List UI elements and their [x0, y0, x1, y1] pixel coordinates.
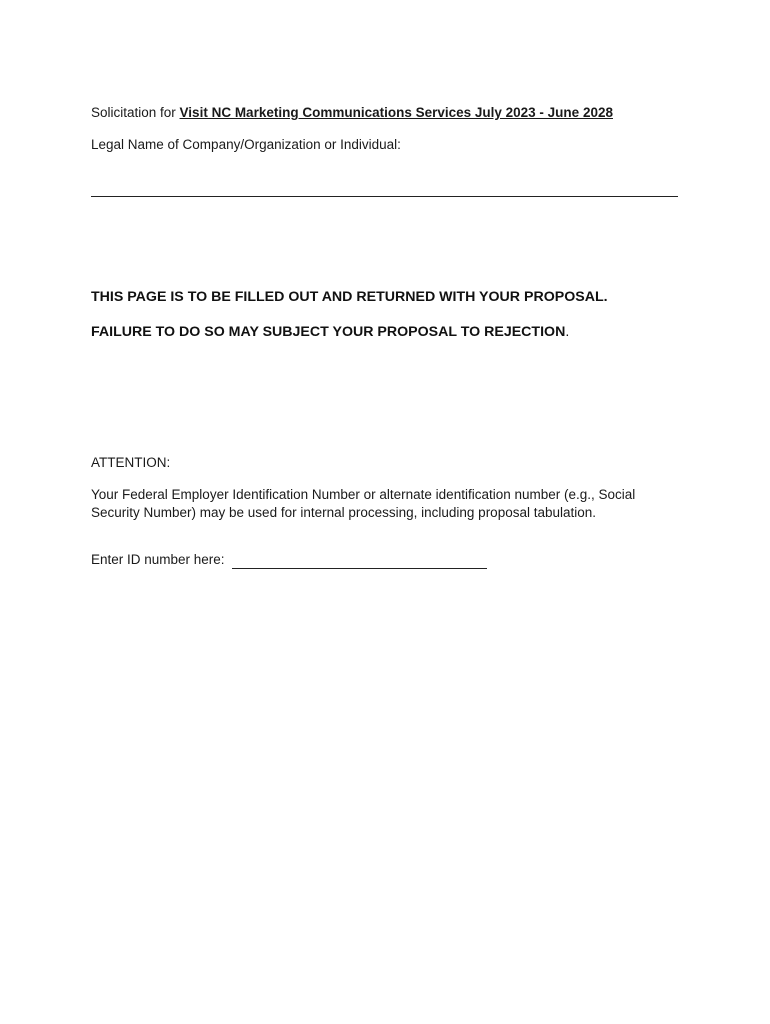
instruction-rejection-text: FAILURE TO DO SO MAY SUBJECT YOUR PROPOSAL TO REJECTION	[91, 324, 566, 340]
solicitation-prefix: Solicitation for	[91, 105, 180, 120]
attention-heading: ATTENTION:	[91, 455, 171, 470]
legal-name-blank-line[interactable]	[91, 196, 678, 197]
solicitation-line	[91, 104, 613, 122]
attention-body: Your Federal Employer Identification Number or alternate identification number (e.g., Social Security Number) may be used for internal processing, including proposal tabulation.	[91, 487, 636, 520]
legal-name-label: Legal Name of Company/Organization or Individual:	[91, 137, 401, 152]
id-number-blank-line[interactable]	[232, 554, 487, 569]
id-number-label: Enter ID number here:	[91, 552, 225, 567]
solicitation-title: Visit NC Marketing Communications Services July 2023 - June 2028	[179, 105, 613, 120]
id-number-row	[91, 551, 487, 569]
instruction-rejection-warning	[91, 323, 569, 341]
instruction-rejection-period: .	[565, 324, 570, 340]
instruction-return-page: THIS PAGE IS TO BE FILLED OUT AND RETURNED WITH YOUR PROPOSAL.	[91, 289, 608, 305]
